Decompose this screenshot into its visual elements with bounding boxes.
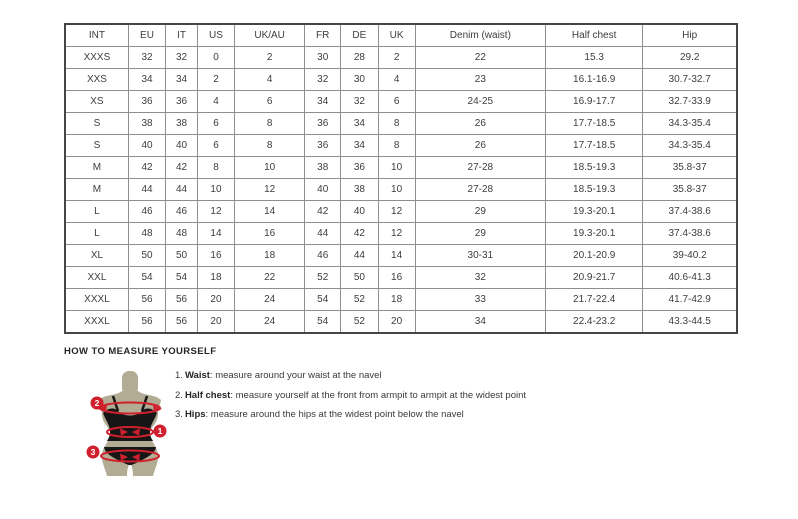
table-row xyxy=(65,267,737,289)
instruction-text: : measure yourself at the front from armpit to armpit at the widest point xyxy=(230,389,527,401)
table-cell: 54 xyxy=(305,289,341,311)
table-cell: 10 xyxy=(378,157,415,179)
table-cell: 21.7-22.4 xyxy=(545,289,642,311)
table-cell: 38 xyxy=(166,113,198,135)
table-cell: 35.8-37 xyxy=(643,179,737,201)
table-cell: 48 xyxy=(128,223,165,245)
table-cell: 16 xyxy=(378,267,415,289)
table-cell: 42 xyxy=(305,201,341,223)
column-header: US xyxy=(197,24,234,47)
table-cell: 39-40.2 xyxy=(643,245,737,267)
table-cell: 30 xyxy=(305,47,341,69)
column-header: INT xyxy=(65,24,128,47)
table-cell: 30-31 xyxy=(415,245,545,267)
table-cell: 2 xyxy=(235,47,305,69)
table-cell: 12 xyxy=(235,179,305,201)
table-cell: 44 xyxy=(305,223,341,245)
table-row xyxy=(65,157,737,179)
table-cell: 35.8-37 xyxy=(643,157,737,179)
table-cell: 42 xyxy=(341,223,378,245)
table-cell: 24 xyxy=(235,311,305,334)
table-cell: XXL xyxy=(65,267,128,289)
table-cell: 56 xyxy=(166,289,198,311)
table-cell: 56 xyxy=(128,289,165,311)
table-cell: 56 xyxy=(166,311,198,334)
table-cell: 8 xyxy=(235,113,305,135)
table-cell: 2 xyxy=(378,47,415,69)
table-cell: XXXS xyxy=(65,47,128,69)
table-cell: 41.7-42.9 xyxy=(643,289,737,311)
table-cell: 30.7-32.7 xyxy=(643,69,737,91)
table-cell: 36 xyxy=(166,91,198,113)
table-row xyxy=(65,289,737,311)
column-header: Half chest xyxy=(545,24,642,47)
svg-text:1: 1 xyxy=(157,426,163,436)
table-cell: 2 xyxy=(197,69,234,91)
waist-marker xyxy=(154,425,167,438)
table-cell: 14 xyxy=(378,245,415,267)
table-cell: 12 xyxy=(378,201,415,223)
table-cell: 40.6-41.3 xyxy=(643,267,737,289)
table-cell: 44 xyxy=(341,245,378,267)
table-cell: 44 xyxy=(166,179,198,201)
table-cell: 54 xyxy=(128,267,165,289)
table-cell: XS xyxy=(65,91,128,113)
table-cell: 22 xyxy=(235,267,305,289)
table-cell: XXS xyxy=(65,69,128,91)
size-chart-body xyxy=(65,47,737,334)
table-cell: 18.5-19.3 xyxy=(545,157,642,179)
table-row xyxy=(65,245,737,267)
table-cell: 27-28 xyxy=(415,179,545,201)
table-cell: 46 xyxy=(128,201,165,223)
table-cell: 22.4-23.2 xyxy=(545,311,642,334)
table-cell: 18.5-19.3 xyxy=(545,179,642,201)
column-header: EU xyxy=(128,24,165,47)
table-cell: 6 xyxy=(378,91,415,113)
table-cell: 18 xyxy=(235,245,305,267)
table-cell: 6 xyxy=(235,91,305,113)
table-cell: 50 xyxy=(128,245,165,267)
table-cell: 34 xyxy=(341,135,378,157)
table-cell: 38 xyxy=(341,179,378,201)
table-row xyxy=(65,179,737,201)
table-cell: 56 xyxy=(128,311,165,334)
instruction-text: : measure around your waist at the navel xyxy=(209,370,382,381)
table-cell: 26 xyxy=(415,113,545,135)
table-row xyxy=(65,47,737,69)
table-cell: 40 xyxy=(128,135,165,157)
how-to-measure-title: HOW TO MEASURE YOURSELF xyxy=(64,346,217,357)
table-cell: 34 xyxy=(305,91,341,113)
table-cell: 20 xyxy=(197,311,234,334)
half-chest-marker xyxy=(91,397,104,410)
table-cell: 29.2 xyxy=(643,47,737,69)
table-cell: 0 xyxy=(197,47,234,69)
column-header: DE xyxy=(341,24,378,47)
table-cell: 16 xyxy=(235,223,305,245)
table-cell: 34.3-35.4 xyxy=(643,113,737,135)
instruction-number: 2. xyxy=(175,389,183,401)
table-row xyxy=(65,135,737,157)
hips-marker xyxy=(87,446,100,459)
table-cell: 22 xyxy=(415,47,545,69)
svg-text:3: 3 xyxy=(90,447,96,457)
table-cell: XXXL xyxy=(65,311,128,334)
table-cell: 40 xyxy=(305,179,341,201)
table-cell: 36 xyxy=(341,157,378,179)
column-header: Denim (waist) xyxy=(415,24,545,47)
instruction-label: Hips xyxy=(184,409,206,420)
table-row xyxy=(65,223,737,245)
column-header: Hip xyxy=(643,24,737,47)
column-header: UK/AU xyxy=(235,24,305,47)
size-chart-header xyxy=(65,24,737,47)
table-cell: S xyxy=(65,135,128,157)
table-cell: 15.3 xyxy=(545,47,642,69)
table-cell: S xyxy=(65,113,128,135)
table-cell: 38 xyxy=(305,157,341,179)
table-cell: 50 xyxy=(166,245,198,267)
table-cell: 18 xyxy=(378,289,415,311)
table-cell: 6 xyxy=(197,113,234,135)
table-cell: 50 xyxy=(341,267,378,289)
mannequin-illustration xyxy=(80,369,180,481)
table-cell: L xyxy=(65,201,128,223)
table-cell: 37.4-38.6 xyxy=(643,201,737,223)
table-cell: 48 xyxy=(166,223,198,245)
table-row xyxy=(65,311,737,334)
table-cell: 32 xyxy=(305,69,341,91)
instruction-number: 3. xyxy=(175,409,183,420)
table-row xyxy=(65,113,737,135)
table-cell: 42 xyxy=(128,157,165,179)
table-cell: M xyxy=(65,157,128,179)
table-cell: 19.3-20.1 xyxy=(545,201,642,223)
table-row xyxy=(65,69,737,91)
table-cell: 6 xyxy=(197,135,234,157)
table-cell: XXXL xyxy=(65,289,128,311)
table-cell: 23 xyxy=(415,69,545,91)
table-cell: 36 xyxy=(128,91,165,113)
table-cell: 18 xyxy=(197,267,234,289)
size-chart-table xyxy=(64,23,738,334)
table-cell: 34 xyxy=(341,113,378,135)
table-cell: 32 xyxy=(415,267,545,289)
table-cell: 17.7-18.5 xyxy=(545,113,642,135)
table-cell: 52 xyxy=(341,289,378,311)
table-cell: 29 xyxy=(415,223,545,245)
table-cell: 10 xyxy=(378,179,415,201)
instruction-item-hips xyxy=(175,409,526,421)
instruction-number: 1. xyxy=(175,370,183,381)
table-cell: 8 xyxy=(378,113,415,135)
table-cell: XL xyxy=(65,245,128,267)
instruction-item-half-chest xyxy=(175,390,526,402)
table-row xyxy=(65,91,737,113)
table-cell: 8 xyxy=(378,135,415,157)
table-cell: 40 xyxy=(341,201,378,223)
table-cell: 20.1-20.9 xyxy=(545,245,642,267)
table-cell: 52 xyxy=(305,267,341,289)
table-cell: 29 xyxy=(415,201,545,223)
table-cell: 4 xyxy=(378,69,415,91)
instruction-label: Half chest xyxy=(184,389,231,401)
table-row xyxy=(65,201,737,223)
table-cell: 44 xyxy=(128,179,165,201)
table-cell: 32 xyxy=(128,47,165,69)
table-cell: 4 xyxy=(197,91,234,113)
table-cell: 32 xyxy=(166,47,198,69)
table-cell: 8 xyxy=(235,135,305,157)
column-header: FR xyxy=(305,24,341,47)
table-cell: 27-28 xyxy=(415,157,545,179)
measurement-figure xyxy=(80,369,180,481)
table-cell: 14 xyxy=(235,201,305,223)
table-cell: 16.9-17.7 xyxy=(545,91,642,113)
table-cell: 33 xyxy=(415,289,545,311)
table-cell: 42 xyxy=(166,157,198,179)
table-cell: 10 xyxy=(235,157,305,179)
table-cell: 36 xyxy=(305,135,341,157)
svg-text:2: 2 xyxy=(94,398,100,408)
table-cell: 28 xyxy=(341,47,378,69)
table-cell: 19.3-20.1 xyxy=(545,223,642,245)
table-cell: 4 xyxy=(235,69,305,91)
table-cell: 12 xyxy=(378,223,415,245)
table-cell: 24-25 xyxy=(415,91,545,113)
column-header: UK xyxy=(378,24,415,47)
table-cell: 16.1-16.9 xyxy=(545,69,642,91)
table-cell: 38 xyxy=(128,113,165,135)
table-cell: 36 xyxy=(305,113,341,135)
table-cell: 20 xyxy=(378,311,415,334)
table-cell: 14 xyxy=(197,223,234,245)
table-cell: 54 xyxy=(166,267,198,289)
table-cell: 32.7-33.9 xyxy=(643,91,737,113)
table-cell: 17.7-18.5 xyxy=(545,135,642,157)
table-cell: 34.3-35.4 xyxy=(643,135,737,157)
table-cell: 34 xyxy=(166,69,198,91)
table-cell: 24 xyxy=(235,289,305,311)
instruction-item-waist xyxy=(175,370,526,382)
table-cell: 43.3-44.5 xyxy=(643,311,737,334)
table-cell: 32 xyxy=(341,91,378,113)
measure-instructions-list xyxy=(175,370,526,429)
table-cell: M xyxy=(65,179,128,201)
table-cell: 46 xyxy=(166,201,198,223)
table-cell: 40 xyxy=(166,135,198,157)
table-cell: 34 xyxy=(128,69,165,91)
table-cell: 12 xyxy=(197,201,234,223)
table-cell: L xyxy=(65,223,128,245)
instruction-label: Waist xyxy=(184,370,210,381)
column-header: IT xyxy=(166,24,198,47)
table-cell: 20.9-21.7 xyxy=(545,267,642,289)
table-cell: 54 xyxy=(305,311,341,334)
table-cell: 34 xyxy=(415,311,545,334)
table-cell: 16 xyxy=(197,245,234,267)
instruction-text: : measure around the hips at the widest point below the navel xyxy=(205,409,464,420)
table-cell: 37.4-38.6 xyxy=(643,223,737,245)
table-cell: 46 xyxy=(305,245,341,267)
table-cell: 52 xyxy=(341,311,378,334)
table-cell: 8 xyxy=(197,157,234,179)
table-cell: 10 xyxy=(197,179,234,201)
table-cell: 30 xyxy=(341,69,378,91)
header-row xyxy=(65,24,737,47)
table-cell: 20 xyxy=(197,289,234,311)
table-cell: 26 xyxy=(415,135,545,157)
